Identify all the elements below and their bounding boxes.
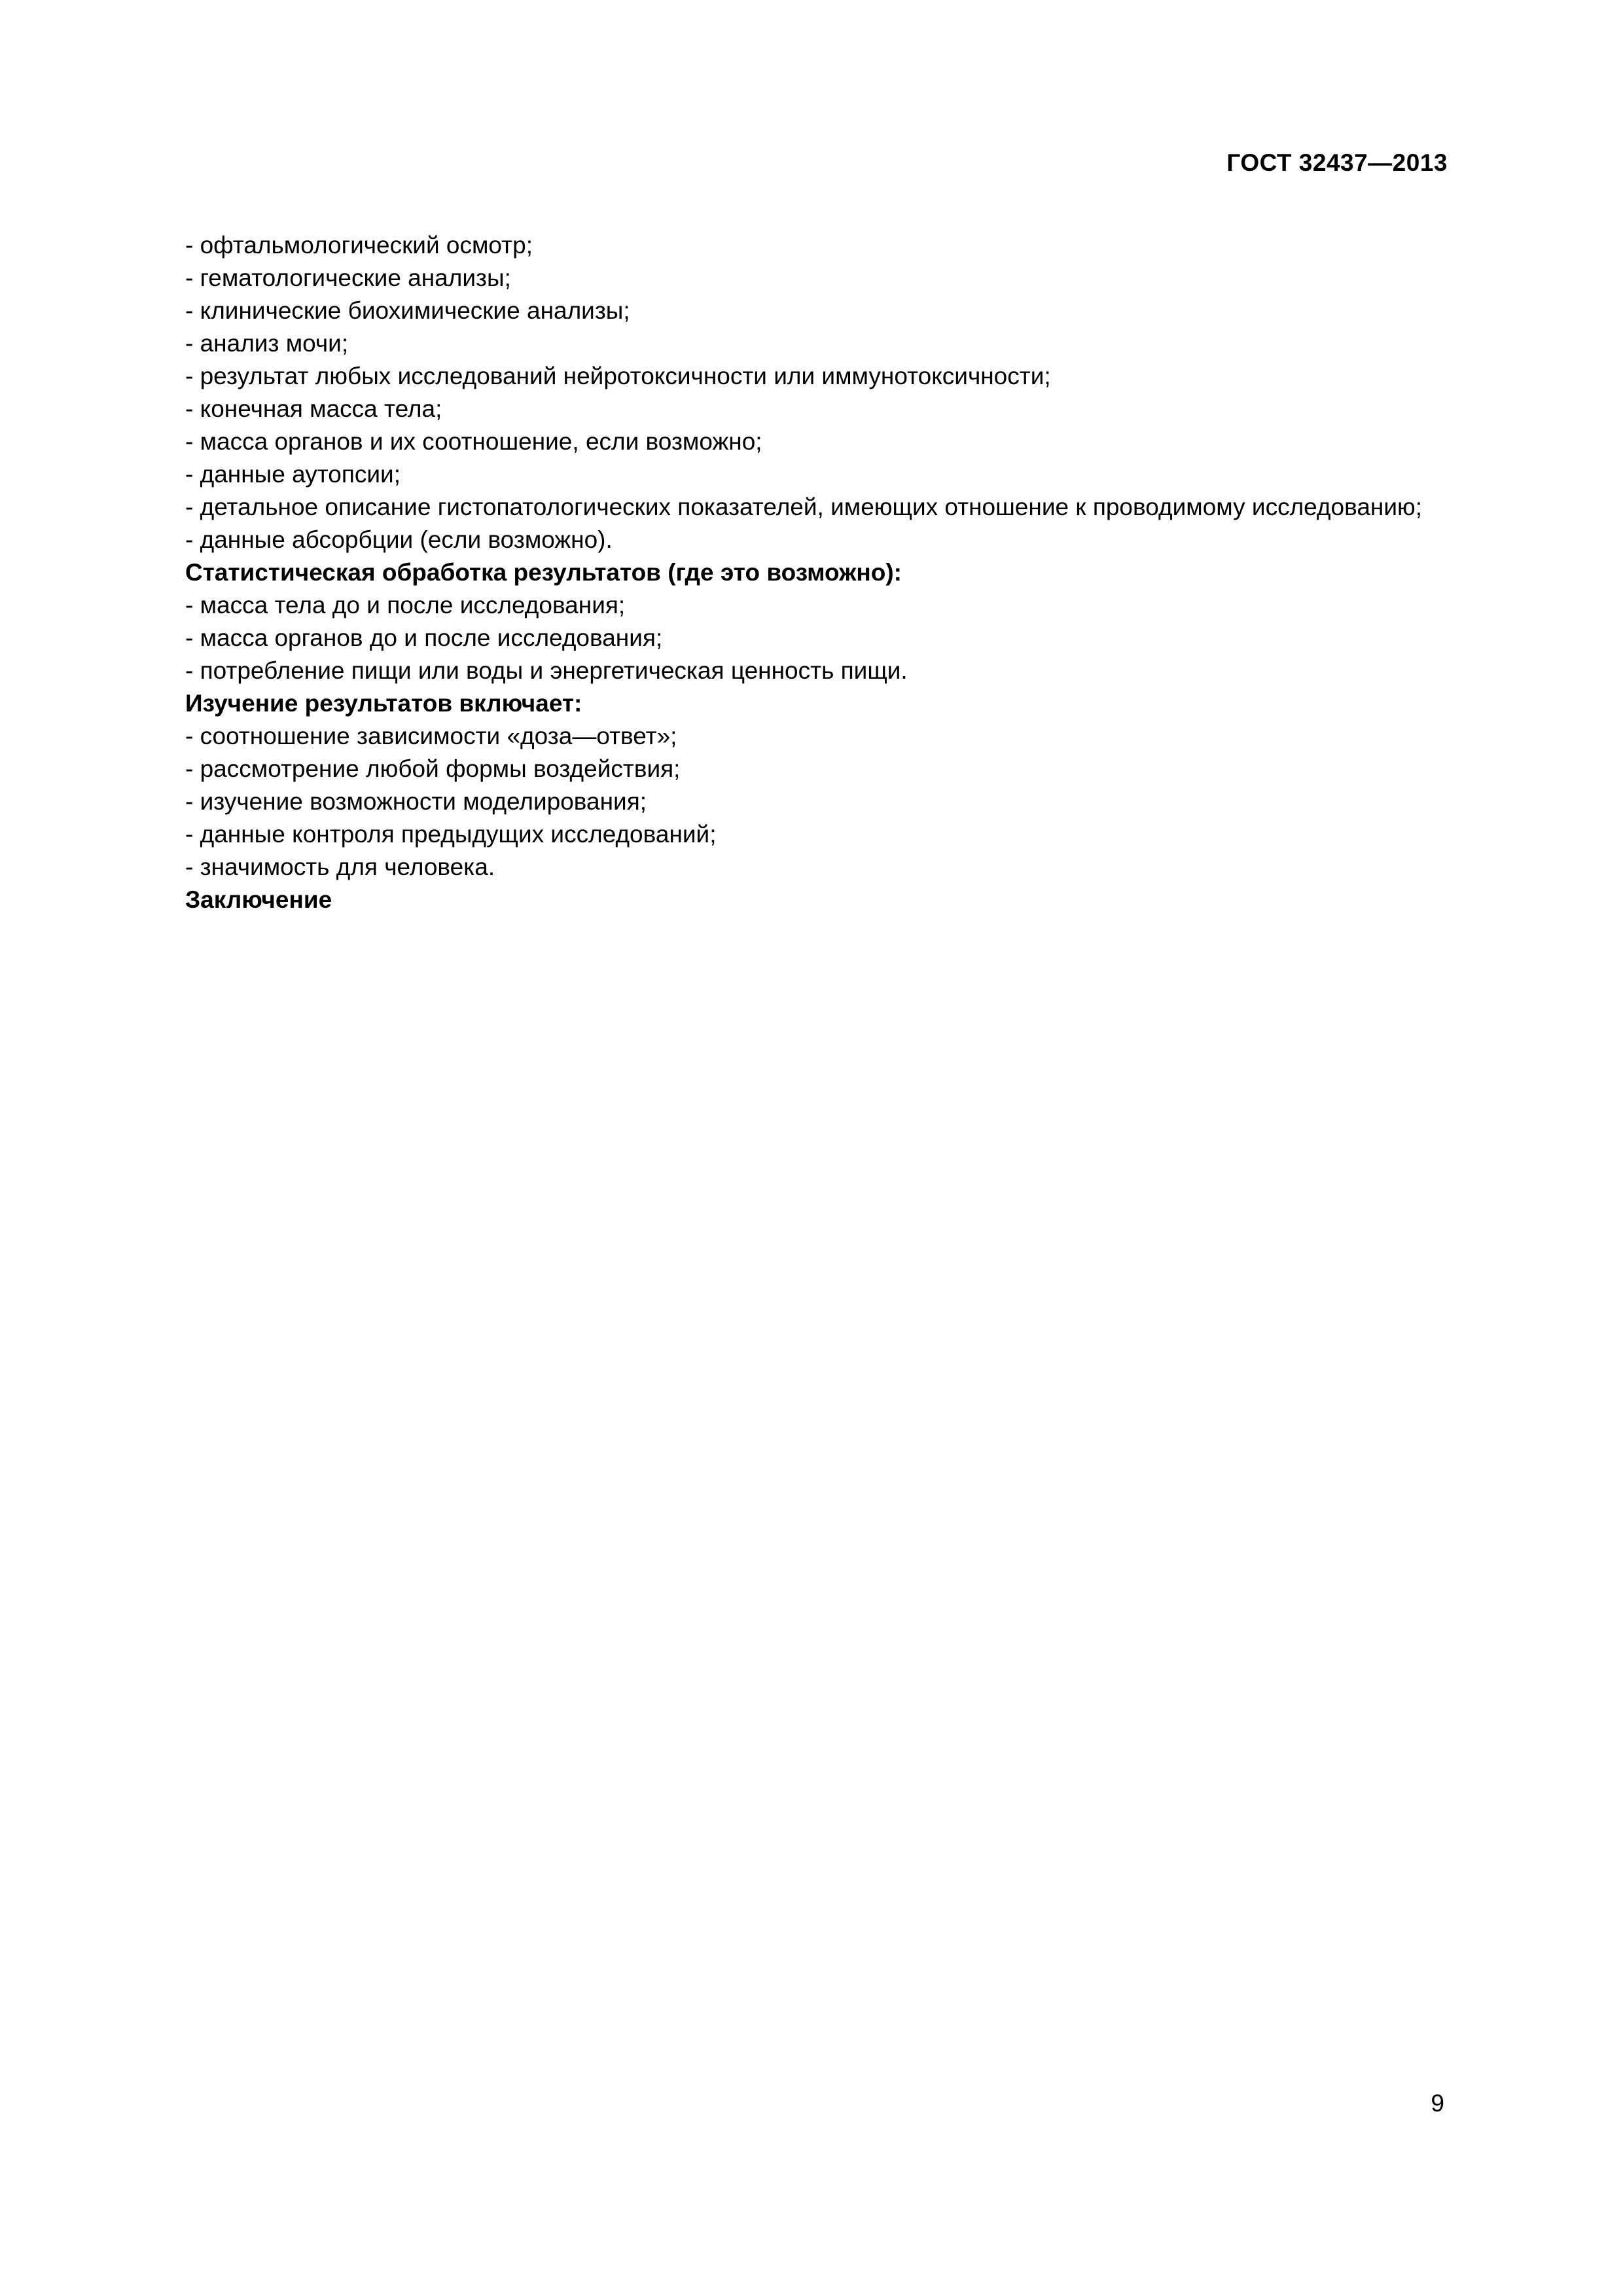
list-item: - клинические биохимические анализы; bbox=[185, 297, 630, 324]
list-item: - данные аутопсии; bbox=[185, 461, 401, 488]
list-item: - анализ мочи; bbox=[185, 330, 349, 357]
list-item: - изучение возможности моделирования; bbox=[185, 788, 647, 815]
list-item: - гематологические анализы; bbox=[185, 264, 511, 291]
list-item: - данные контроля предыдущих исследований; bbox=[185, 821, 717, 848]
list-item: - результат любых исследований нейротоксичности или иммунотоксичности; bbox=[185, 363, 1051, 389]
list-item: - конечная масса тела; bbox=[185, 395, 442, 422]
list-item: - масса органов и их соотношение, если возможно; bbox=[185, 428, 762, 455]
list-item: - соотношение зависимости «доза—ответ»; bbox=[185, 723, 677, 749]
conclusion-heading: Заключение bbox=[185, 886, 332, 913]
statistics-heading: Статистическая обработка результатов (где это возможно): bbox=[185, 559, 902, 586]
list-item: - офтальмологический осмотр; bbox=[185, 232, 533, 259]
list-item: - масса тела до и после исследования; bbox=[185, 592, 626, 619]
document-body bbox=[115, 229, 1442, 916]
list-item: - данные абсорбции (если возможно). bbox=[185, 526, 613, 553]
document-standard-code: ГОСТ 32437—2013 bbox=[1226, 149, 1448, 176]
list-item: - рассмотрение любой формы воздействия; bbox=[185, 755, 681, 782]
page-number: 9 bbox=[1431, 2090, 1444, 2117]
list-item: - масса органов до и после исследования; bbox=[185, 624, 663, 651]
list-item: - значимость для человека. bbox=[185, 853, 495, 880]
list-item: - потребление пищи или воды и энергетическая ценность пищи. bbox=[185, 657, 908, 684]
list-item: - детальное описание гистопатологических показателей, имеющих отношение к проводимому исследованию; bbox=[185, 493, 1423, 520]
study-heading: Изучение результатов включает: bbox=[185, 690, 582, 717]
